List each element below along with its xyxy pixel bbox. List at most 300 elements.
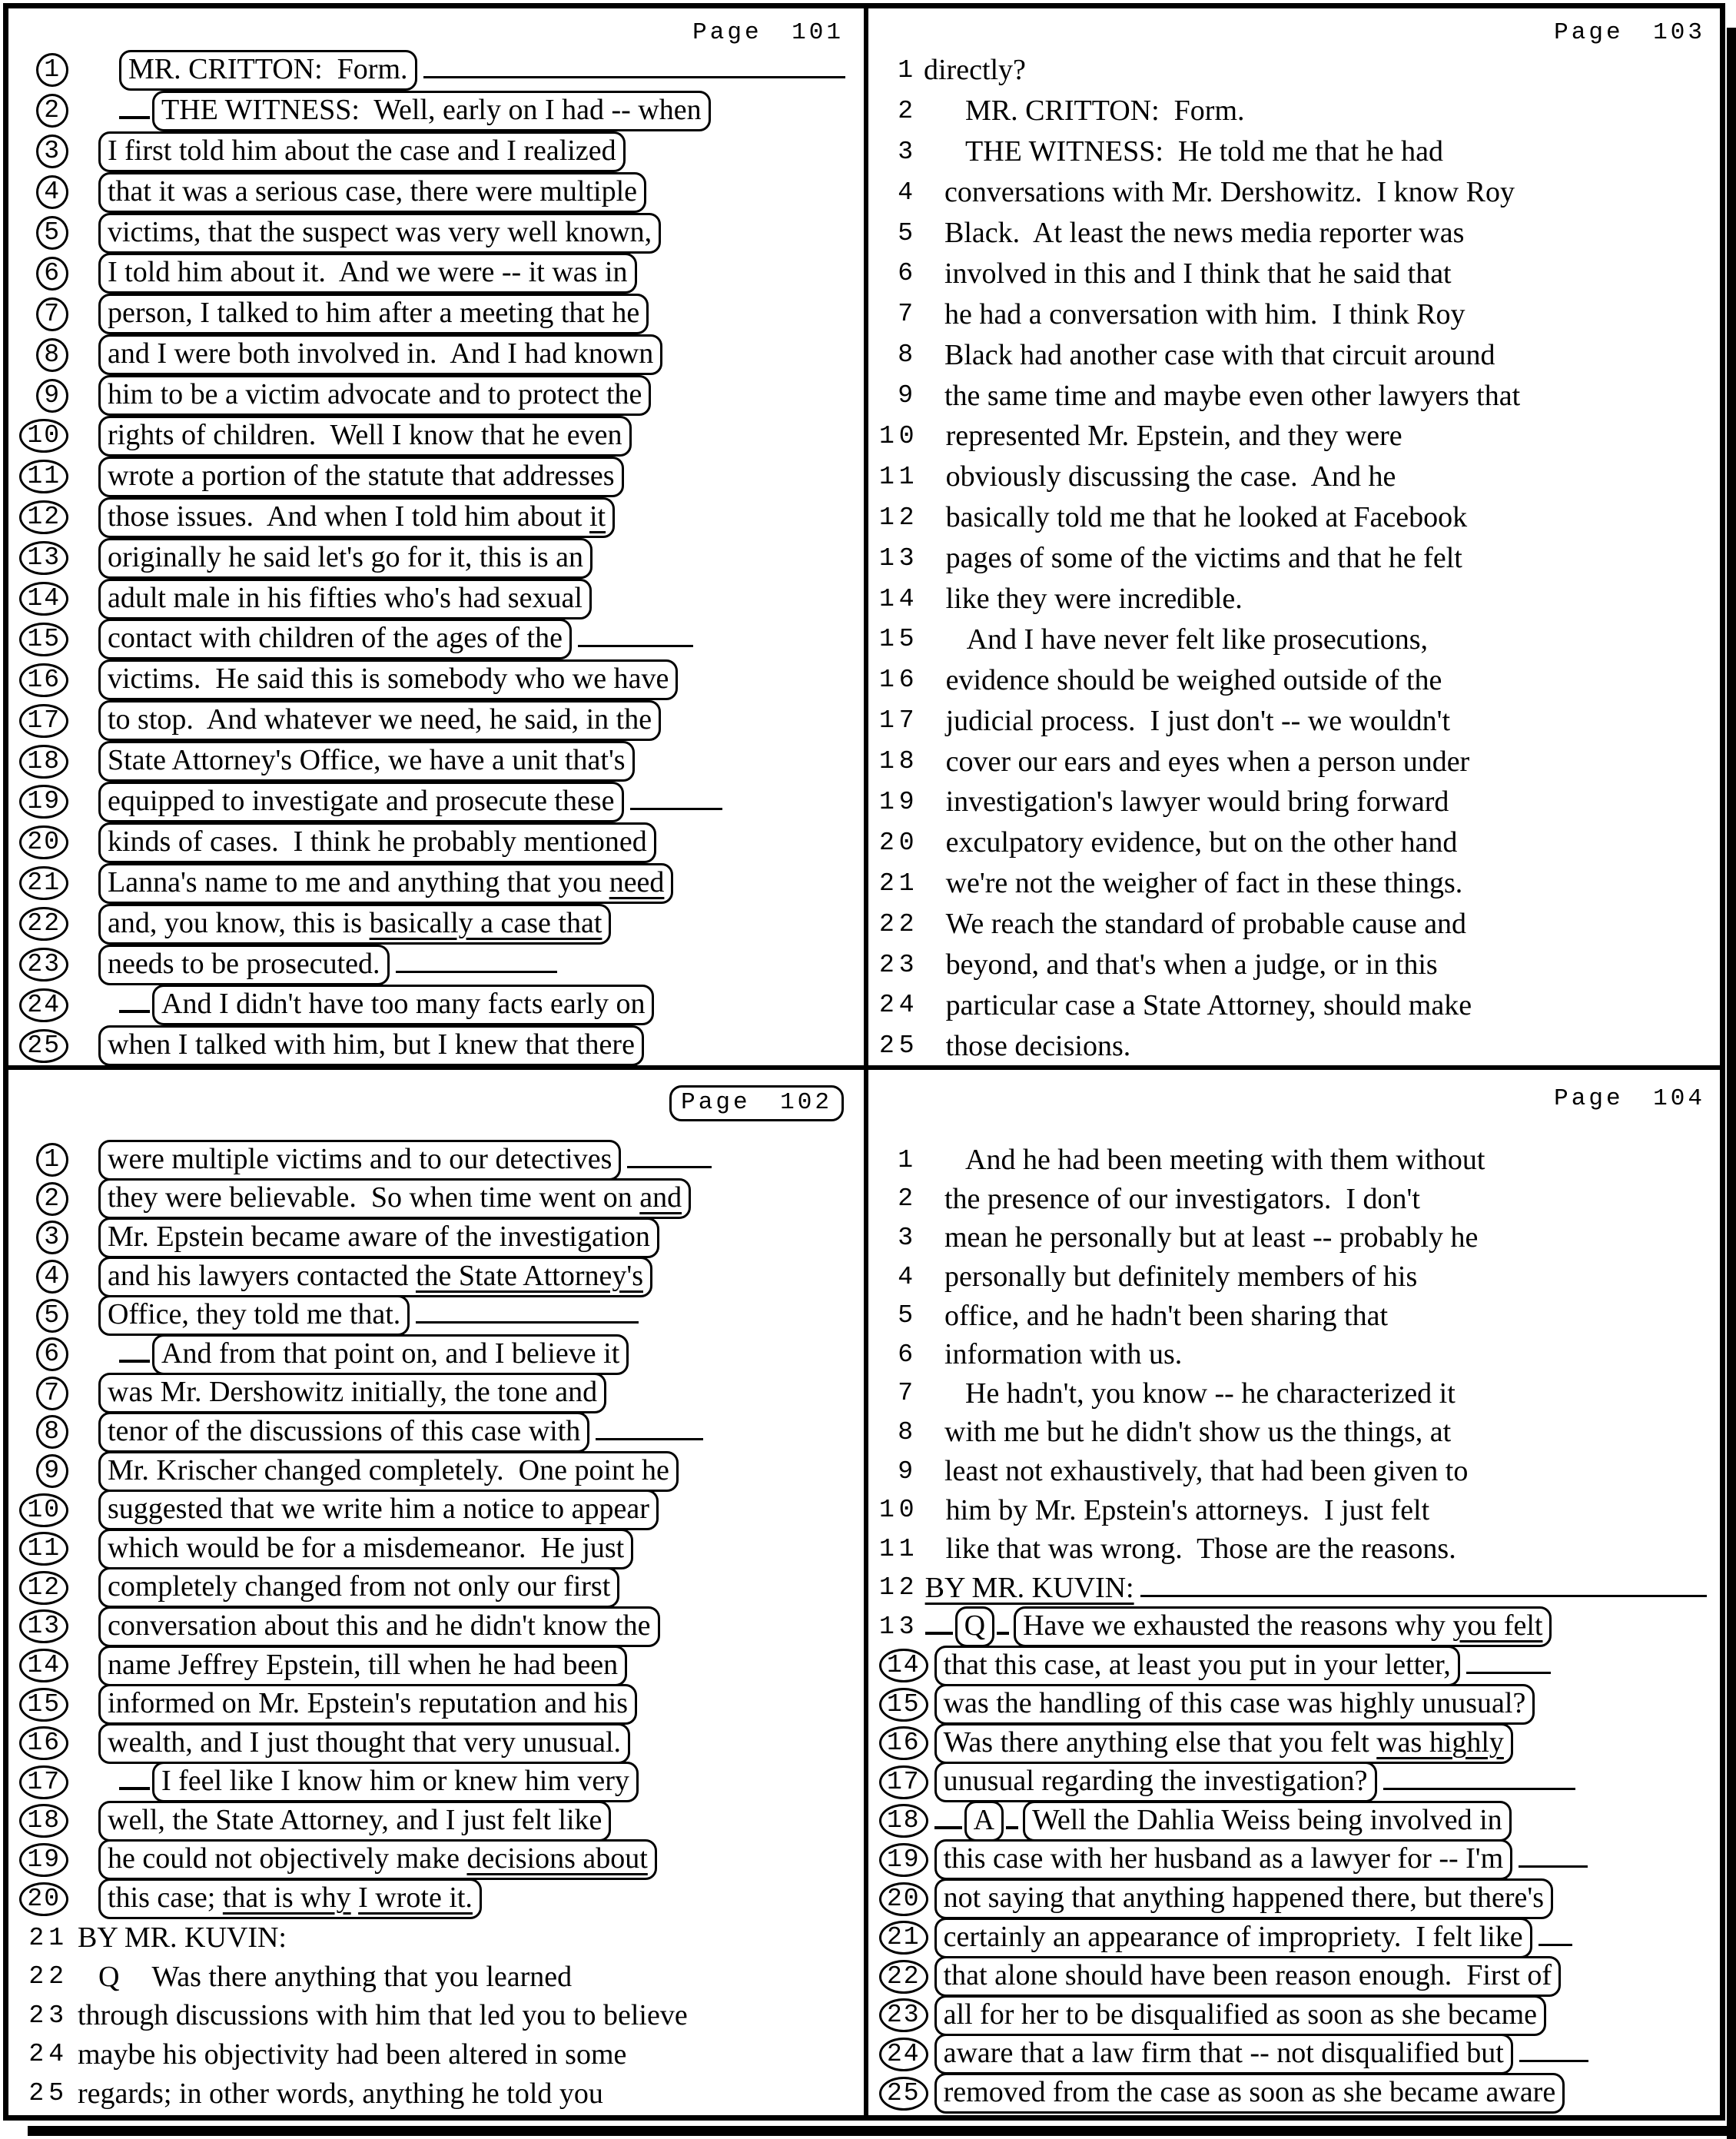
text-segment: Lanna's name to me and anything that you	[108, 865, 609, 898]
line-text	[78, 497, 859, 538]
transcript-line	[879, 2074, 1721, 2113]
text-segment: Was there anything else that you felt	[943, 1725, 1377, 1759]
text-segment: this case;	[108, 1882, 223, 1915]
transcript-line	[879, 1452, 1721, 1491]
line-text	[934, 1684, 1721, 1725]
transcript-line	[879, 334, 1721, 375]
line-text	[924, 1415, 1721, 1449]
text-segment: information with us.	[944, 1338, 1183, 1371]
text-segment: those decisions.	[945, 1029, 1131, 1062]
text-segment: Have we exhausted the reasons why	[1023, 1609, 1453, 1642]
text-segment: regards; in other words, anything he told you	[78, 2077, 603, 2110]
line-text	[924, 338, 1721, 372]
circled-line-number: 25	[879, 2077, 928, 2111]
text-segment: he had a conversation with him. I think Roy	[944, 297, 1465, 330]
circled-line-number: 20	[879, 1882, 928, 1916]
underlined-text: was highly	[1376, 1725, 1504, 1759]
line-text	[925, 704, 1721, 738]
transcript-line	[879, 1025, 1721, 1066]
line-text	[78, 741, 859, 782]
line-number: 25	[879, 1031, 919, 1061]
line-number: 10	[879, 421, 919, 450]
line-number	[19, 704, 68, 738]
transcript-line	[879, 2035, 1721, 2074]
circled-line-number: 10	[19, 419, 68, 453]
line-number: 21	[28, 1923, 68, 1952]
line-text	[925, 825, 1721, 859]
transcript-line	[879, 1996, 1721, 2035]
transcript-line	[19, 619, 859, 659]
transcript-line	[19, 1296, 859, 1335]
line-number: 8	[898, 340, 918, 370]
designation-box: MR. CRITTON: Form.	[119, 50, 417, 91]
line-text	[78, 579, 859, 619]
transcript-line	[879, 1141, 1721, 1180]
text-segment: like that was wrong. Those are the reasons.	[945, 1533, 1456, 1566]
transcript-line	[879, 904, 1721, 945]
transcript-line	[879, 579, 1721, 619]
underlined-text: need	[609, 865, 665, 898]
circled-line-number: 15	[19, 1688, 68, 1722]
line-number	[19, 1765, 68, 1799]
line-text	[925, 419, 1721, 453]
trailing-underline	[1519, 1865, 1588, 1868]
underlined-text: I wrote it.	[358, 1882, 473, 1915]
line-number: 17	[879, 706, 919, 736]
line-number: 1	[898, 55, 918, 85]
line-number	[19, 500, 68, 534]
line-text	[78, 1960, 859, 1994]
designation-box: conversation about this and he didn't know the	[98, 1606, 660, 1647]
designation-box: well, the State Attorney, and I just felt like	[98, 1801, 611, 1842]
circled-line-number: 10	[19, 1493, 68, 1527]
circled-line-number: 17	[879, 1765, 928, 1799]
page-103-header: Page 103	[1554, 19, 1705, 46]
designation-box: Mr. Epstein became aware of the investigation	[98, 1217, 659, 1258]
transcript-line	[879, 1569, 1721, 1608]
text-segment	[351, 1882, 359, 1914]
designation-box: person, I talked to him after a meeting that he	[98, 294, 649, 334]
line-text	[78, 1140, 859, 1181]
circled-line-number: 13	[19, 1609, 68, 1643]
line-number	[19, 94, 68, 128]
transcript-line	[19, 213, 859, 254]
designation-box: And I didn't have too many facts early on	[152, 985, 654, 1025]
line-number: 20	[879, 828, 919, 857]
line-number: 25	[28, 2079, 68, 2108]
designation-box: name Jeffrey Epstein, till when he had been	[98, 1646, 627, 1686]
designation-box: I first told him about the case and I realized	[98, 131, 626, 172]
text-segment: him by Mr. Epstein's attorneys. I just felt	[945, 1493, 1430, 1526]
line-text	[924, 379, 1721, 413]
transcript-line	[19, 1413, 859, 1452]
trailing-underline	[596, 1438, 703, 1440]
trailing-underline	[396, 971, 557, 973]
transcript-line	[879, 1646, 1721, 1686]
line-text	[78, 334, 859, 375]
transcript-line	[879, 50, 1721, 91]
line-text	[78, 1998, 859, 2032]
line-text	[78, 945, 859, 985]
line-text	[924, 1143, 1721, 1177]
line-number	[19, 1337, 68, 1371]
circled-line-number: 2	[36, 1182, 68, 1216]
circled-line-number: 21	[19, 866, 68, 900]
transcript-line	[19, 579, 859, 619]
transcript-line	[19, 1607, 859, 1646]
transcript-line	[879, 822, 1721, 863]
transcript-line	[19, 1335, 859, 1374]
line-number	[879, 1649, 928, 1682]
designation-box: rights of children. Well I know that he even	[98, 416, 632, 457]
transcript-line	[879, 1335, 1721, 1374]
line-number: 2	[898, 1184, 918, 1214]
transcript-line	[19, 538, 859, 579]
text-segment: least not exhaustively, that had been given to	[944, 1455, 1469, 1488]
line-text	[78, 2077, 859, 2111]
line-number: 15	[879, 625, 919, 654]
line-number: 2	[898, 96, 918, 125]
page-104-panel	[868, 1070, 1725, 2121]
line-number	[19, 1182, 68, 1216]
transcript-line	[19, 1530, 859, 1569]
designation-box: originally he said let's go for it, this is an	[98, 538, 592, 579]
line-number: 10	[879, 1496, 919, 1525]
transcript-line	[879, 538, 1721, 579]
underlined-text: the State Attorney's	[415, 1259, 643, 1292]
line-number	[19, 1843, 68, 1877]
text-segment: office, and he hadn't been sharing that	[944, 1299, 1388, 1332]
line-text	[924, 53, 1721, 87]
line-number	[19, 1493, 68, 1527]
transcript-line	[879, 253, 1721, 294]
transcript-line	[19, 294, 859, 334]
line-number	[19, 53, 68, 87]
transcript-line	[879, 1218, 1721, 1257]
line-number: 1	[898, 1145, 918, 1174]
line-number	[19, 623, 68, 656]
line-text	[925, 582, 1721, 616]
circled-line-number: 3	[36, 135, 68, 168]
transcript-line	[879, 1374, 1721, 1413]
line-text	[934, 1995, 1721, 2036]
transcript-line	[19, 416, 859, 457]
text-segment: MR. CRITTON: Form.	[965, 95, 1245, 128]
line-text	[78, 985, 859, 1025]
line-number	[19, 1029, 68, 1063]
line-number	[879, 1804, 928, 1838]
transcript-line	[879, 863, 1721, 904]
designation-box: were multiple victims and to our detectives	[98, 1140, 621, 1181]
transcript-line	[879, 1413, 1721, 1452]
transcript-line	[879, 1879, 1721, 1918]
line-number	[19, 866, 68, 900]
line-number: 24	[879, 991, 919, 1020]
line-number: 4	[898, 1262, 918, 1291]
transcript-line	[19, 1918, 859, 1958]
line-text	[924, 135, 1721, 168]
designation-box: tenor of the discussions of this case with	[98, 1412, 589, 1453]
line-text	[934, 1646, 1721, 1686]
text-segment: involved in this and I think that he said that	[944, 257, 1452, 290]
designation-box: that this case, at least you put in your letter,	[934, 1646, 1460, 1686]
circled-line-number: 20	[19, 1882, 68, 1916]
underlined-text: it	[589, 500, 606, 533]
circled-line-number: 21	[879, 1921, 928, 1955]
transcript-line	[879, 375, 1721, 416]
transcript-line	[879, 1296, 1721, 1335]
circled-line-number: 18	[879, 1804, 928, 1838]
text-segment: beyond, and that's when a judge, or in this	[945, 948, 1438, 981]
trailing-underline	[423, 76, 845, 78]
line-number: 6	[898, 259, 918, 288]
line-text	[78, 1178, 859, 1219]
designation-box	[98, 497, 615, 538]
transcript-line	[879, 1180, 1721, 1219]
line-number: 3	[898, 137, 918, 166]
line-text	[924, 1182, 1721, 1216]
line-number	[19, 1143, 68, 1177]
transcript-line	[879, 91, 1721, 131]
circled-line-number: 20	[19, 825, 68, 859]
line-number: 3	[898, 1223, 918, 1252]
trailing-underline	[1140, 1595, 1707, 1597]
line-text	[925, 988, 1721, 1022]
line-text	[934, 2034, 1721, 2074]
transcript-line	[879, 1607, 1721, 1646]
circled-line-number: 15	[879, 1688, 928, 1722]
page-102-panel	[8, 1070, 864, 2121]
line-number: 23	[879, 950, 919, 979]
line-number	[19, 1377, 68, 1410]
line-number	[19, 1571, 68, 1605]
text-segment: obviously discussing the case. And he	[945, 460, 1396, 493]
line-text	[924, 1454, 1721, 1488]
transcript-line	[879, 1724, 1721, 1763]
transcript-line	[19, 904, 859, 945]
designation-underscore	[934, 1826, 962, 1829]
designation-box: that alone should have been reason enough. First of	[934, 1956, 1561, 1997]
text-segment: they were believable. So when time went on	[108, 1181, 640, 1214]
line-text	[78, 1684, 859, 1725]
line-number	[19, 297, 68, 331]
line-text	[934, 1723, 1721, 1764]
designation-box: And from that point on, and I believe it	[152, 1334, 629, 1375]
circled-line-number: 7	[36, 297, 68, 331]
circled-line-number: 5	[36, 216, 68, 250]
designation-box: State Attorney's Office, we have a unit that's	[98, 741, 635, 782]
line-number	[879, 1726, 928, 1760]
transcript-line	[19, 91, 859, 131]
transcript-line	[19, 253, 859, 294]
line-text	[925, 663, 1721, 697]
text-segment: Black. At least the news media reporter was	[944, 217, 1465, 249]
line-number	[879, 1960, 928, 1994]
designation-box: Mr. Krischer changed completely. One point he	[98, 1451, 679, 1492]
circled-line-number: 18	[19, 745, 68, 779]
line-number	[19, 338, 68, 372]
circled-line-number: 1	[36, 1143, 68, 1177]
designation-box: I feel like I know him or knew him very	[152, 1762, 639, 1802]
text-segment: he could not objectively make	[108, 1842, 467, 1875]
text-segment: through discussions with him that led you to believe	[78, 1999, 688, 2032]
transcript-line	[19, 2074, 859, 2113]
trailing-underline	[1539, 1944, 1572, 1946]
line-number: 16	[879, 666, 919, 695]
trailing-underline	[1466, 1672, 1551, 1674]
circled-line-number: 13	[19, 541, 68, 575]
line-text	[78, 1921, 859, 1955]
transcript-line	[19, 1841, 859, 1880]
line-text	[78, 1801, 859, 1842]
circled-line-number: 11	[19, 1532, 68, 1566]
line-number	[19, 1454, 68, 1488]
designation-underscore	[119, 1787, 150, 1790]
line-number: 22	[28, 1962, 68, 1991]
designation-box: him to be a victim advocate and to protect the	[98, 375, 651, 416]
transcript-line	[19, 1685, 859, 1724]
text-segment: particular case a State Attorney, should make	[945, 988, 1472, 1021]
line-text	[78, 1646, 859, 1686]
transcript-line	[19, 1257, 859, 1297]
circled-line-number: 22	[19, 907, 68, 941]
line-number: 19	[879, 787, 919, 816]
text-segment: those issues. And when I told him about	[108, 500, 589, 533]
circled-line-number: 24	[879, 2038, 928, 2071]
line-text	[78, 1723, 859, 1764]
designation-box: that it was a serious case, there were multiple	[98, 172, 646, 213]
designation-box: was the handling of this case was highly unusual?	[934, 1684, 1535, 1725]
line-number: 21	[879, 869, 919, 898]
line-number	[879, 2038, 928, 2071]
circled-line-number: 9	[36, 379, 68, 413]
transcript-line	[19, 1724, 859, 1763]
line-text	[934, 1762, 1721, 1802]
line-number	[19, 1532, 68, 1566]
line-text	[924, 297, 1721, 331]
line-text	[78, 538, 859, 579]
designation-box: THE WITNESS: Well, early on I had -- when	[152, 91, 711, 131]
transcript-line	[19, 659, 859, 700]
line-number	[19, 1415, 68, 1449]
line-number	[19, 460, 68, 493]
designation-box: not saying that anything happened there, but there's	[934, 1878, 1553, 1919]
designation-box: unusual regarding the investigation?	[934, 1762, 1377, 1802]
line-text	[78, 131, 859, 172]
text-segment: Was there anything that you learned	[151, 1960, 573, 1993]
transcript-line	[19, 1180, 859, 1219]
line-number: 13	[879, 1612, 919, 1641]
line-number: 13	[879, 543, 919, 573]
line-text	[924, 1260, 1721, 1294]
designation-box: this case with her husband as a lawyer for -- I'm	[934, 1839, 1513, 1880]
transcript-line	[879, 782, 1721, 822]
line-number	[19, 135, 68, 168]
transcript-line	[879, 172, 1721, 213]
transcript-line	[19, 50, 859, 91]
designation-box: certainly an appearance of impropriety. I felt like	[934, 1918, 1532, 1958]
transcript-line	[879, 131, 1721, 172]
line-text	[934, 1878, 1721, 1919]
transcript-line	[879, 1841, 1721, 1880]
circled-line-number: 25	[19, 1029, 68, 1063]
line-text	[925, 948, 1721, 981]
line-number: 22	[879, 909, 919, 938]
line-text	[78, 253, 859, 294]
line-text	[78, 91, 859, 131]
line-text	[78, 1878, 859, 1919]
transcript-line	[19, 131, 859, 172]
line-text	[925, 907, 1721, 941]
designation-underscore	[997, 1632, 1009, 1635]
text-segment: BY MR. KUVIN:	[924, 1571, 1134, 1604]
line-text	[78, 1257, 859, 1297]
frame-shadow-right	[1727, 28, 1736, 2139]
line-text	[924, 1337, 1721, 1371]
underlined-text: decisions about	[466, 1842, 648, 1875]
line-text	[78, 1606, 859, 1647]
designation-box: all for her to be disqualified as soon as she became	[934, 1995, 1546, 2036]
line-number	[19, 216, 68, 250]
line-text	[924, 1299, 1721, 1333]
line-text	[924, 94, 1721, 128]
line-text	[78, 1217, 859, 1258]
line-text	[78, 904, 859, 945]
trailing-underline	[578, 645, 693, 647]
line-text	[78, 1529, 859, 1569]
line-number	[19, 745, 68, 779]
underlined-text: you felt	[1452, 1609, 1543, 1642]
line-text	[78, 1373, 859, 1413]
text-segment: Black had another case with that circuit around	[944, 338, 1495, 371]
line-number: 23	[28, 2001, 68, 2030]
line-text	[78, 416, 859, 457]
line-number	[19, 1221, 68, 1254]
line-text	[78, 782, 859, 822]
line-number	[19, 1299, 68, 1333]
line-text	[78, 1412, 859, 1453]
underlined-text: basically a case that	[369, 906, 602, 939]
text-segment: cover our ears and eyes when a person under	[945, 745, 1470, 778]
transcript-line	[19, 1025, 859, 1066]
page-103-lines	[879, 50, 1721, 1066]
transcript-line	[19, 985, 859, 1025]
transcript-line	[879, 1685, 1721, 1724]
transcript-line	[19, 1374, 859, 1413]
circled-line-number: 18	[19, 1804, 68, 1838]
line-text	[925, 745, 1721, 779]
text-segment: judicial process. I just don't -- we wouldn't	[945, 704, 1451, 737]
transcript-line	[19, 863, 859, 904]
line-text	[934, 1956, 1721, 1997]
circled-line-number: 14	[19, 582, 68, 616]
designation-box: equipped to investigate and prosecute these	[98, 782, 624, 822]
line-number: 5	[898, 218, 918, 247]
designation-underscore	[119, 1010, 150, 1013]
line-number: 24	[28, 2040, 68, 2069]
circled-line-number: 19	[19, 1843, 68, 1877]
line-text	[78, 1839, 859, 1880]
line-number	[19, 257, 68, 291]
circled-line-number: 6	[36, 1337, 68, 1371]
line-text	[924, 216, 1721, 250]
line-number: 18	[879, 747, 919, 776]
transcript-line	[879, 1530, 1721, 1569]
designation-underscore	[925, 1632, 953, 1635]
circled-line-number: 17	[19, 704, 68, 738]
transcript-line	[879, 619, 1721, 659]
line-number: 9	[898, 381, 918, 410]
